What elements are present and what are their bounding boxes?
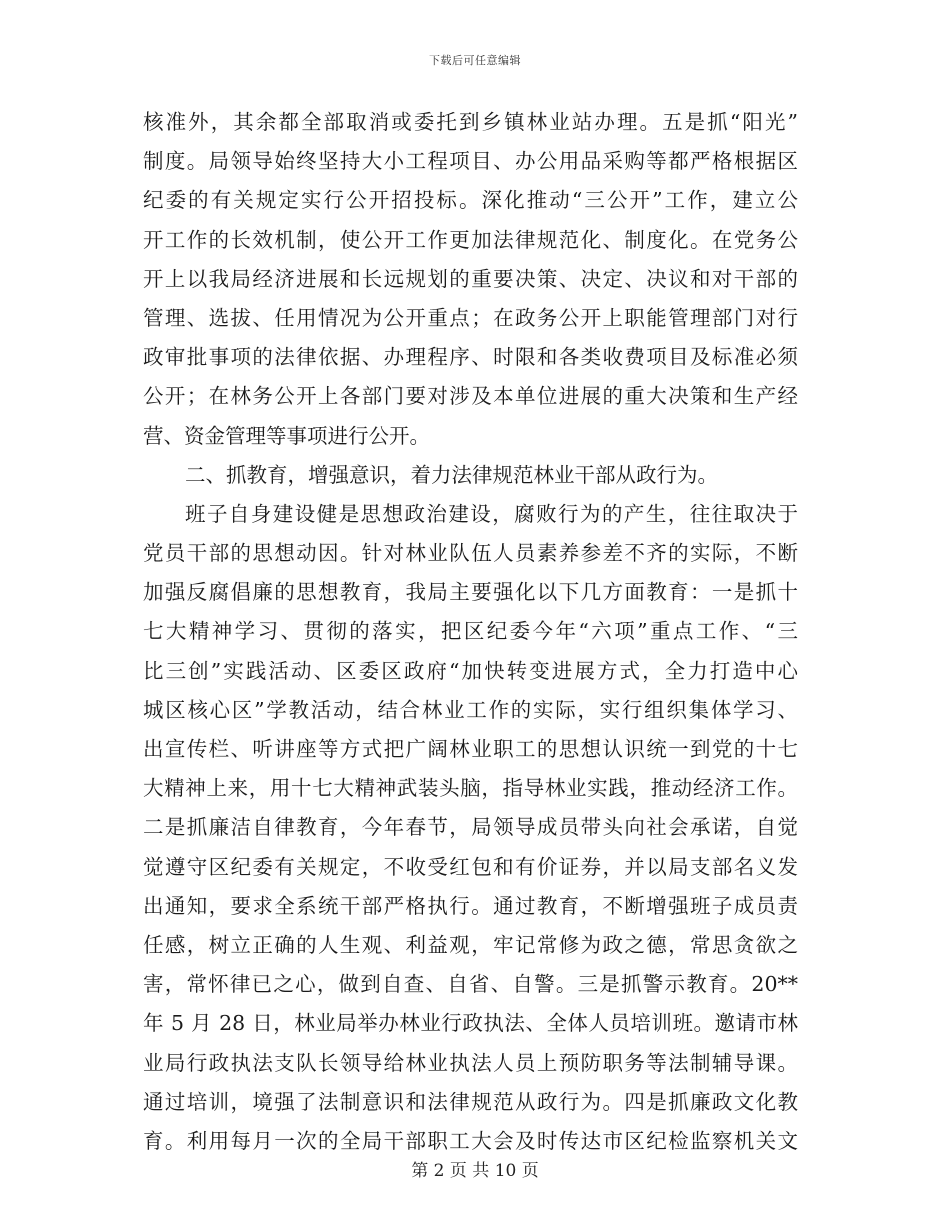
text-line: 大精神上来，用十七大精神武装头脑，指导林业实践，推动经济工作。: [143, 776, 798, 801]
body-text: [143, 103, 798, 1161]
text-line: 育。利用每月一次的全局干部职工大会及时传达市区纪检监察机关文: [143, 1128, 798, 1153]
text-line: 加强反腐倡廉的思想教育，我局主要强化以下几方面教育：一是抓十: [143, 580, 798, 605]
text-line: 比三创”实践活动、区委区政府“加快转变进展方式，全力打造中心: [143, 658, 798, 683]
text-line: 城区核心区”学教活动，结合林业工作的实际，实行组织集体学习、: [143, 697, 798, 722]
text-line: 班子自身建设健是思想政治建设，腐败行为的产生，往往取决于: [185, 501, 798, 526]
text-line: 制度。局领导始终坚持大小工程项目、办公用品采购等都严格根据区: [143, 149, 798, 174]
page-header: 下载后可任意编辑: [429, 54, 521, 67]
text-line: 党员干部的思想动因。针对林业队伍人员素养参差不齐的实际，不断: [143, 541, 798, 566]
text-line: 开上以我局经济进展和长远规划的重要决策、决定、决议和对干部的: [143, 266, 798, 291]
text-line: 任感，树立正确的人生观、利益观，牢记常修为政之德，常思贪欲之: [143, 932, 798, 957]
text-line: 二是抓廉洁自律教育，今年春节，局领导成员带头向社会承诺，自觉: [143, 815, 798, 840]
text-line: 业局行政执法支队长领导给林业执法人员上预防职务等法制辅导课。: [143, 1050, 798, 1075]
text-line: 管理、选拔、任用情况为公开重点；在政务公开上职能管理部门对行: [143, 305, 798, 330]
text-line: 害，常怀律已之心，做到自查、自省、自警。三是抓警示教育。20**: [143, 972, 798, 997]
text-line: 年 5 月 28 日，林业局举办林业行政执法、全体人员培训班。邀请市林: [143, 1011, 798, 1036]
text-line: 通过培训，境强了法制意识和法律规范从政行为。四是抓廉政文化教: [143, 1089, 798, 1114]
text-line: 出宣传栏、听讲座等方式把广阔林业职工的思想认识统一到党的十七: [143, 737, 798, 761]
text-line: 纪委的有关规定实行公开招投标。深化推动“三公开”工作，建立公: [143, 188, 798, 213]
page-footer: 第 2 页 共 10 页: [411, 1161, 539, 1181]
text-line: 开工作的长效机制，使公开工作更加法律规范化、制度化。在党务公: [143, 227, 798, 252]
text-line: 出通知，要求全系统干部严格执行。通过教育，不断增强班子成员责: [143, 893, 798, 918]
text-line: 公开；在林务公开上各部门要对涉及本单位进展的重大决策和生产经: [143, 384, 798, 409]
text-line: 政审批事项的法律依据、办理程序、时限和各类收费项目及标准必须: [143, 345, 798, 370]
text-line: 二、抓教育，增强意识，着力法律规范林业干部从政行为。: [185, 462, 718, 487]
text-line: 核准外，其余都全部取消或委托到乡镇林业站办理。五是抓“阳光”: [143, 110, 798, 134]
text-line: 觉遵守区纪委有关规定，不收受红包和有价证券，并以局支部名义发: [143, 854, 798, 879]
text-line: 七大精神学习、贯彻的落实，把区纪委今年“六项”重点工作、“三: [143, 619, 798, 644]
text-line: 营、资金管理等事项进行公开。: [143, 423, 430, 448]
